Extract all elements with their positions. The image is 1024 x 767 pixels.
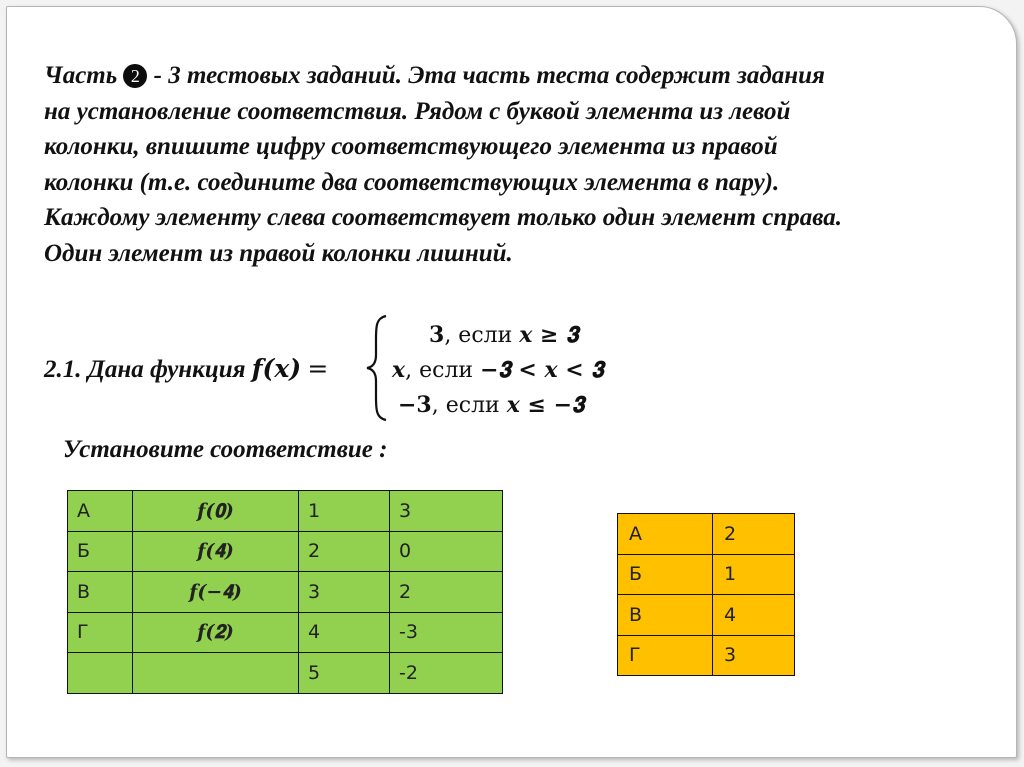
answer-value: 2 [713,514,795,555]
left-brace-icon [364,313,390,423]
row-letter: А [68,491,133,532]
row-expression [133,653,299,694]
part-word: Часть [44,62,118,89]
row-letter: Б [68,531,133,572]
row-number: 3 [299,572,390,613]
instruction-text: Установите соответствие : [63,436,388,463]
row-value: 0 [390,531,503,572]
case-3-value: −𝟑 [398,392,432,418]
table-row [68,653,503,694]
case-1-word: , если [444,323,520,348]
row-letter: Г [68,612,133,653]
answer-letter: Г [618,635,713,676]
answer-value: 3 [713,635,795,676]
intro-line-1 [44,58,974,94]
answer-value: 1 [713,554,795,595]
row-number: 1 [299,491,390,532]
task-label-text: 2.1. Дана функция [44,356,246,383]
case-3-condition: 𝒙 ≤ −𝟑 [506,392,585,418]
row-value: 2 [390,572,503,613]
row-expression: 𝒇(𝟐) [133,612,299,653]
table-row [618,514,795,555]
task-label [44,354,328,384]
intro-line-5: Каждому элементу слева соответствует только один элемент справа. [44,204,842,231]
answer-letter: В [618,595,713,636]
case-2-condition: −𝟑 < 𝒙 < 𝟑 [480,357,604,383]
equals-sign: = [307,354,329,383]
intro-text [44,58,974,271]
case-1-condition: 𝒙 ≥ 𝟑 [519,322,579,348]
table-row [618,554,795,595]
row-value: -3 [390,612,503,653]
row-number: 2 [299,531,390,572]
intro-line-3: колонки, впишите цифру соответствующего элемента из правой [44,133,778,160]
table-row [68,531,503,572]
row-letter: В [68,572,133,613]
row-value: 3 [390,491,503,532]
piecewise-case-3 [398,390,584,421]
intro-line-6: Один элемент из правой колонки лишний. [44,239,513,267]
match-table [67,490,503,694]
row-value: -2 [390,653,503,694]
answer-table [617,513,795,676]
table-row [68,491,503,532]
function-name: 𝒇(𝒙) [251,354,302,383]
intro-line-2: на установление соответствия. Рядом с буквой элемента из левой [44,97,791,125]
answer-letter: Б [618,554,713,595]
piecewise-case-2 [392,355,604,386]
case-3-word: , если [431,393,507,418]
case-2-value: 𝒙 [392,357,406,383]
case-1-value: 𝟑 [429,322,445,348]
case-2-word: , если [405,358,481,383]
row-number: 4 [299,612,390,653]
row-expression: 𝒇(−𝟒) [133,572,299,613]
intro-line-1-rest: - 3 тестовых заданий. Эта часть теста содержит задания [153,62,825,89]
piecewise-case-1 [429,320,578,351]
table-row [618,595,795,636]
part-number-badge: 2 [123,64,147,88]
table-row [68,612,503,653]
row-letter [68,653,133,694]
intro-line-4: колонки (т.е. соедините два соответствующих элемента в пару). [44,168,780,196]
row-expression: 𝒇(𝟎) [133,491,299,532]
answer-value: 4 [713,595,795,636]
table-row [618,635,795,676]
row-expression: 𝒇(𝟒) [133,531,299,572]
table-row [68,572,503,613]
answer-letter: А [618,514,713,555]
row-number: 5 [299,653,390,694]
